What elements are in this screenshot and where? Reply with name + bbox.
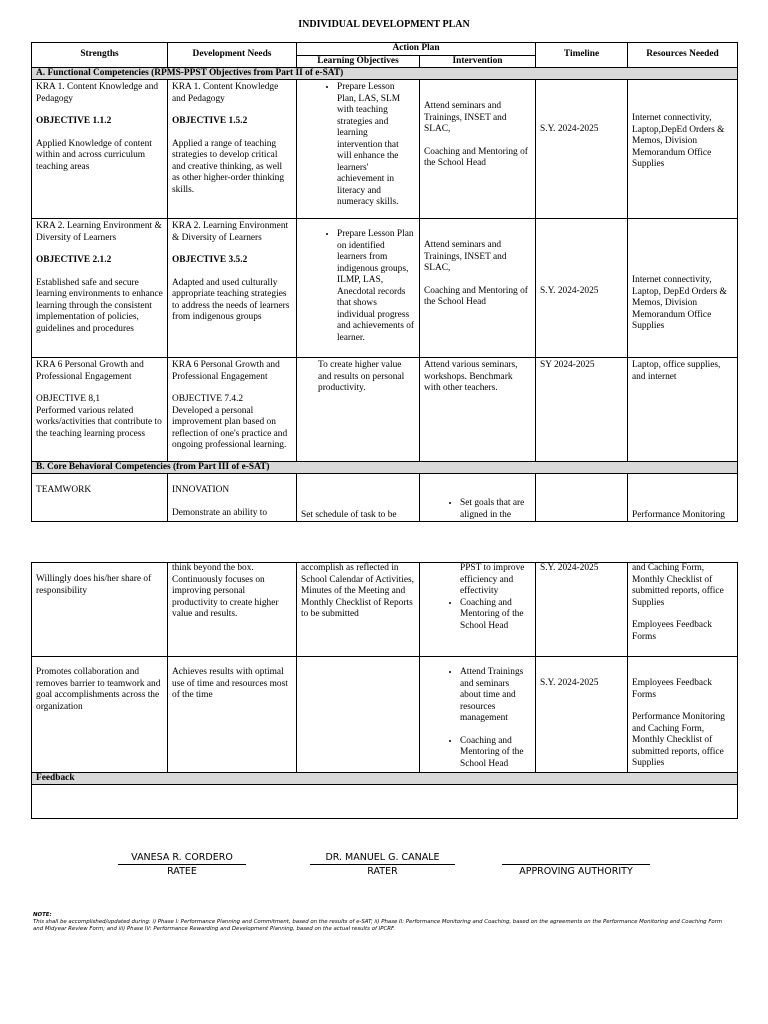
footnote [33,912,733,933]
strength-objective: OBJECTIVE 1.1.2 [36,116,112,126]
learning-objective-cell [297,219,420,358]
resources-cell [628,358,738,462]
intervention-continued: PPST to improve efficiency and effectivity [460,563,525,596]
table-row [32,219,738,358]
strength-kra: KRA 1. Content Knowledge and Pedagogy [36,82,159,104]
section-core-behavioral-competencies: B. Core Behavioral Competencies (from Part III of e-SAT) [32,462,738,474]
intervention-list [424,598,531,633]
list-item: • Prepare Lesson Plan, LAS, SLM with teaching strategies and learning intervention that will enhance the learners' achievement in literacy and numeracy skills. [337,82,415,209]
strength-description: Performed various related works/activities that contribute to the teaching learning process [36,405,162,439]
table-row [32,657,738,773]
intervention-cell [420,80,536,219]
development-need-cell [168,80,297,219]
strength-cell [32,563,168,657]
rater-signature-block [310,852,455,877]
intervention-text: Attend seminars and Trainings, INSET and SLAC, [424,101,507,134]
ratee-name: VANESA R. CORDERO [118,852,246,865]
strength-cell [32,657,168,773]
need-description: Applied a range of teaching strategies to develop critical and creative thinking, as well as other higher-order thinking skills. [172,138,285,195]
development-need-cell [168,563,297,657]
list-item: • Coaching and Mentoring of the School Head [460,736,531,771]
intervention-cell [420,358,536,462]
need-description: think beyond the box. Continuously focuses on improving personal productivity to create higher value and results. [172,563,279,619]
need-objective: OBJECTIVE 1.5.2 [172,116,248,126]
strength-cell [32,80,168,219]
timeline-cell [536,474,628,522]
intervention-cell [420,563,536,657]
strength-kra: KRA 2. Learning Environment & Diversity of Learners [36,221,162,243]
resources-text: Employees Feedback Forms [632,678,712,700]
need-kra: KRA 6 Personal Growth and Professional Engagement [172,360,280,382]
list-item: • Coaching and Mentoring of the School Head [460,598,531,633]
learning-objective-cell [297,563,420,657]
strength-description: Applied Knowledge of content within and across curriculum teaching areas [36,138,152,172]
learning-objective-text: To create higher value and results on personal productivity. [318,360,405,393]
need-objective: OBJECTIVE 3.5.2 [172,255,248,265]
timeline-cell [536,80,628,219]
resources-cell [628,474,738,522]
timeline-text: S.Y. 2024-2025 [540,678,599,688]
intervention-text: Coaching and Mentoring of the School Head [424,146,528,168]
table-row [32,474,738,522]
intervention-list [424,498,531,521]
resources-text: Internet connectivity, Laptop,DepEd Orders & Memos, Division Memorandum Office Supplies [632,113,725,169]
table-row [32,563,738,657]
learning-objective-cell [297,358,420,462]
approving-authority-block [502,852,650,877]
timeline-text: S.Y. 2024-2025 [540,563,599,573]
strength-cell [32,474,168,522]
learning-objective-list [301,82,415,209]
need-objective: OBJECTIVE 7.4.2 [172,394,244,404]
resources-text: Performance Monitoring and Caching Form, Monthly Checklist of submitted reports, office Supplies [632,712,725,768]
strength-objective: OBJECTIVE 8,1 [36,394,101,404]
rater-name: DR. MANUEL G. CANALE [310,852,455,865]
note-label: NOTE: [33,912,52,918]
development-need-cell [168,657,297,773]
resources-cell [628,219,738,358]
development-need-cell [168,219,297,358]
section-feedback: Feedback [32,773,738,785]
need-kra: KRA 2. Learning Environment & Diversity of Learners [172,221,289,243]
idp-table-part-1 [31,42,738,522]
approving-signature-line [502,852,650,865]
timeline-text: S.Y. 2024-2025 [540,286,599,296]
resources-text: Employees Feedback Forms [632,620,712,642]
learning-objective-cell [297,80,420,219]
need-kra: KRA 1. Content Knowledge and Pedagogy [172,82,279,104]
document-title: INDIVIDUAL DEVELOPMENT PLAN [298,19,470,30]
resources-text: Laptop, office supplies, and internet [632,360,721,382]
header-timeline: Timeline [536,43,628,68]
learning-objective-list [301,229,415,344]
list-item: • Attend Trainings and seminars about time and resources management [460,667,531,725]
strength-cell [32,219,168,358]
rater-label: RATER [367,866,398,877]
header-development-needs: Development Needs [168,43,297,68]
ratee-signature-block [118,852,246,877]
header-strengths: Strengths [32,43,168,68]
header-resources: Resources Needed [628,43,738,68]
intervention-list [424,736,531,771]
ratee-label: RATEE [167,866,197,877]
strength-cell [32,358,168,462]
learning-objective-cell [297,657,420,773]
need-description: Adapted and used culturally appropriate teaching strategies to address the needs of learners from indigenous groups [172,277,290,322]
intervention-cell [420,219,536,358]
section-functional-competencies: A. Functional Competencies (RPMS-PPST Objectives from Part II of e-SAT) [32,68,738,80]
resources-text: Internet connectivity, Laptop, DepEd Orders & Memos, Division Memorandum Office Supplies [632,275,727,331]
learning-objective-text: accomplish as reflected in School Calendar of Activities, Minutes of the Meeting and Monthly Checklist of Reports to be submitted [301,563,414,619]
intervention-list [424,667,531,725]
learning-objective-text: Set schedule of task to be [301,509,397,520]
resources-text: and Caching Form, Monthly Checklist of submitted reports, office Supplies [632,563,724,608]
header-intervention: Intervention [420,55,536,68]
header-learning-objectives: Learning Objectives [297,55,420,68]
need-description: Achieves results with optimal use of time and resources most of the time [172,667,288,700]
resources-cell [628,657,738,773]
strength-title: TEAMWORK [36,485,92,495]
intervention-cell [420,474,536,522]
timeline-cell [536,657,628,773]
development-need-cell [168,358,297,462]
strength-objective: OBJECTIVE 2.1.2 [36,255,112,265]
strength-description: Established safe and secure learning environments to enhance learning through the consistent implementation of policies, guidelines and procedures [36,277,163,334]
intervention-cell [420,657,536,773]
strength-description: Willingly does his/her share of responsibility [36,574,152,596]
timeline-cell [536,219,628,358]
list-item: • Prepare Lesson Plan on identified learners from indigenous groups, ILMP, LAS, Anecdotal records that shows individual progress and achievements of learner. [337,229,415,344]
learning-objective-cell [297,474,420,522]
resources-cell [628,563,738,657]
table-row [32,80,738,219]
strength-description: Promotes collaboration and removes barrier to teamwork and goal accomplishments across the organization [36,667,161,712]
timeline-cell [536,563,628,657]
note-text: This shall be accomplished/updated during: i) Phase I: Performance Planning and Commitment, based on the results of e-SAT; ii) Phase II: Performance Monitoring and Coaching, based on the agreements on the Performance Monitoring and Coaching Form and Midyear Review Form; and iii) Phase IV: Performance Rewarding and Development Planning, based on the actual results of IPCRF. [33,919,723,932]
development-need-cell [168,474,297,522]
approving-label: APPROVING AUTHORITY [519,866,633,877]
intervention-text: Coaching and Mentoring of the School Head [424,285,528,307]
header-action-plan: Action Plan [297,43,536,56]
need-title: INNOVATION [172,485,230,495]
table-row [32,358,738,462]
need-description: Developed a personal improvement plan based on reflection of one's practice and ongoing professional learning. [172,405,288,450]
resources-text: Performance Monitoring [632,509,725,520]
need-description: Demonstrate an ability to [172,507,268,518]
intervention-text: Attend seminars and Trainings, INSET and SLAC, [424,240,507,273]
timeline-cell [536,358,628,462]
idp-table-part-2 [31,562,738,819]
feedback-field[interactable] [32,785,738,819]
intervention-text: Attend various seminars, workshops. Benchmark with other teachers. [424,360,518,393]
resources-cell [628,80,738,219]
timeline-text: SY 2024-2025 [540,360,595,370]
list-item: • Set goals that are aligned in the [460,498,531,521]
timeline-text: S.Y. 2024-2025 [540,124,599,134]
strength-kra: KRA 6 Personal Growth and Professional Engagement [36,360,144,382]
